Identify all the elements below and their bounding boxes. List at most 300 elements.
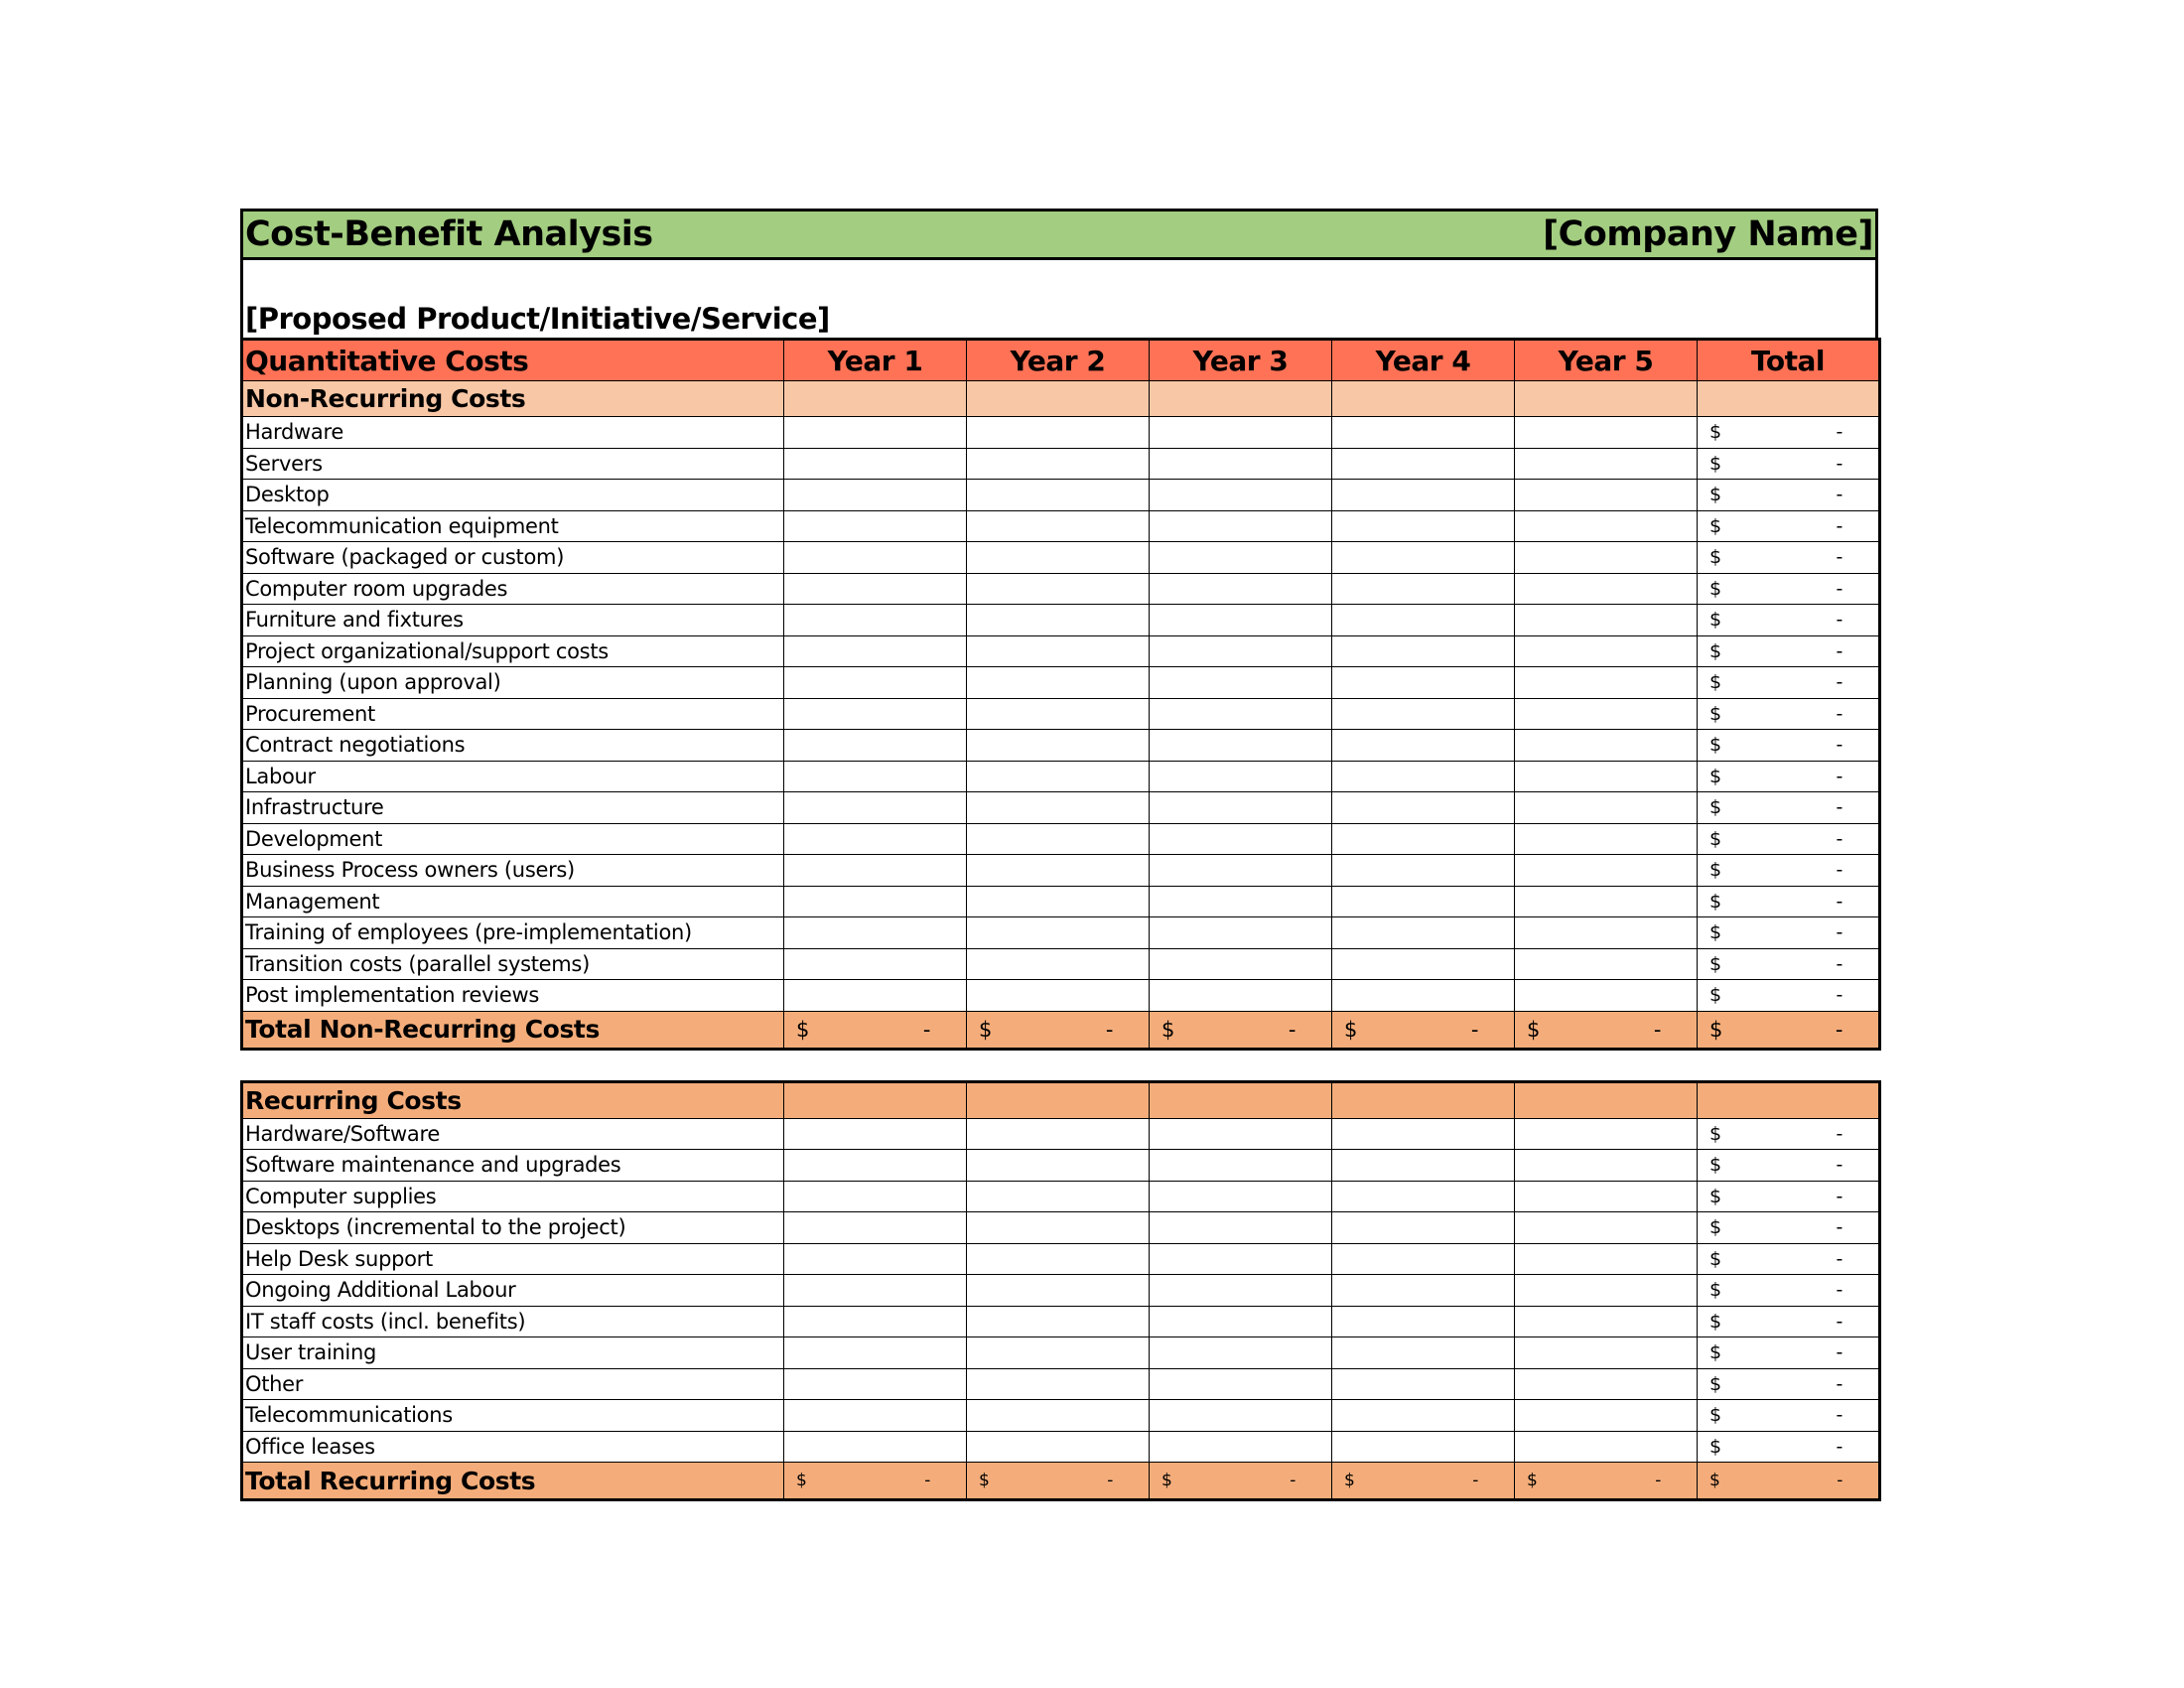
currency-amount: -: [1836, 1216, 1843, 1239]
cost-item-label[interactable]: IT staff costs (incl. benefits): [242, 1306, 784, 1337]
currency-value: [1700, 984, 1876, 1006]
currency-symbol: $: [1709, 639, 1721, 662]
year-5-input-cell[interactable]: [1515, 886, 1698, 917]
year-5-input-cell[interactable]: [1515, 917, 1698, 949]
column-header-year-3[interactable]: Year 3: [1150, 340, 1332, 381]
currency-value: [1700, 1248, 1876, 1270]
year-1-input-cell[interactable]: [784, 1181, 967, 1212]
year-3-input-cell[interactable]: [1150, 1337, 1332, 1369]
row-total-cell[interactable]: [1698, 886, 1880, 917]
year-4-input-cell[interactable]: [1332, 823, 1515, 855]
year-4-input-cell[interactable]: [1332, 1368, 1515, 1400]
cost-item-label[interactable]: Desktops (incremental to the project): [242, 1212, 784, 1244]
year-3-input-cell[interactable]: [1150, 980, 1332, 1012]
cost-item-label[interactable]: Planning (upon approval): [242, 667, 784, 699]
section-heading[interactable]: Non-Recurring Costs: [242, 381, 784, 417]
cost-item-label[interactable]: Management: [242, 886, 784, 917]
cost-item-label[interactable]: Computer room upgrades: [242, 573, 784, 605]
year-4-input-cell[interactable]: [1332, 1431, 1515, 1463]
column-header-year-1[interactable]: Year 1: [784, 340, 967, 381]
row-total-cell[interactable]: [1698, 1212, 1880, 1244]
currency-symbol: $: [1709, 1471, 1720, 1490]
year-4-input-cell[interactable]: [1332, 635, 1515, 667]
year-2-input-cell[interactable]: [967, 635, 1150, 667]
currency-symbol: $: [1527, 1471, 1538, 1490]
row-total-cell[interactable]: [1698, 823, 1880, 855]
row-total-cell[interactable]: [1698, 917, 1880, 949]
year-1-input-cell[interactable]: [784, 1431, 967, 1463]
year-5-input-cell[interactable]: [1515, 823, 1698, 855]
year-2-input-cell[interactable]: [967, 792, 1150, 824]
year-3-input-cell[interactable]: [1150, 1368, 1332, 1400]
year-4-input-cell[interactable]: [1332, 542, 1515, 574]
year-1-input-cell[interactable]: [784, 886, 967, 917]
row-total-cell[interactable]: [1698, 510, 1880, 542]
year-4-input-cell[interactable]: [1332, 1243, 1515, 1275]
row-total-cell[interactable]: [1698, 1400, 1880, 1432]
cost-item-label[interactable]: Contract negotiations: [242, 730, 784, 762]
year-4-input-cell[interactable]: [1332, 698, 1515, 730]
row-total-cell[interactable]: [1698, 573, 1880, 605]
year-1-input-cell[interactable]: [784, 1275, 967, 1307]
year-2-input-cell[interactable]: [967, 1118, 1150, 1150]
year-3-input-cell[interactable]: [1150, 605, 1332, 636]
section-total-row: [242, 1011, 1880, 1049]
year-3-input-cell[interactable]: [1150, 1400, 1332, 1432]
section-heading-cell[interactable]: [1150, 381, 1332, 417]
cost-item-row: [242, 448, 1880, 480]
cost-item-label[interactable]: Servers: [242, 448, 784, 480]
year-4-input-cell[interactable]: [1332, 1306, 1515, 1337]
currency-value: [1700, 1123, 1876, 1145]
row-total-cell[interactable]: [1698, 635, 1880, 667]
year-5-input-cell[interactable]: [1515, 1306, 1698, 1337]
cost-item-label[interactable]: Telecommunications: [242, 1400, 784, 1432]
cost-item-label[interactable]: Post implementation reviews: [242, 980, 784, 1012]
cost-item-row: [242, 1243, 1880, 1275]
year-2-input-cell[interactable]: [967, 510, 1150, 542]
year-1-input-cell[interactable]: [784, 1368, 967, 1400]
cost-item-label[interactable]: Procurement: [242, 698, 784, 730]
year-3-input-cell[interactable]: [1150, 1118, 1332, 1150]
currency-symbol: $: [1709, 1247, 1721, 1270]
year-1-input-cell[interactable]: [784, 635, 967, 667]
currency-amount: -: [1837, 1471, 1843, 1490]
year-5-input-cell[interactable]: [1515, 417, 1698, 449]
currency-value: [969, 1018, 1147, 1042]
row-total-cell[interactable]: [1698, 855, 1880, 887]
year-3-input-cell[interactable]: [1150, 667, 1332, 699]
currency-amount: -: [1105, 1017, 1113, 1042]
year-1-input-cell[interactable]: [784, 980, 967, 1012]
year-3-input-cell[interactable]: [1150, 917, 1332, 949]
currency-symbol: $: [1709, 890, 1721, 913]
year-1-input-cell[interactable]: [784, 667, 967, 699]
cost-item-label[interactable]: Labour: [242, 761, 784, 792]
year-5-input-cell[interactable]: [1515, 542, 1698, 574]
row-total-cell[interactable]: [1698, 1181, 1880, 1212]
cost-item-label[interactable]: Project organizational/support costs: [242, 635, 784, 667]
row-total-cell[interactable]: [1698, 1337, 1880, 1369]
currency-amount: -: [1836, 984, 1843, 1007]
year-4-input-cell[interactable]: [1332, 605, 1515, 636]
year-3-input-cell[interactable]: [1150, 1431, 1332, 1463]
cost-item-label[interactable]: Office leases: [242, 1431, 784, 1463]
year-2-input-cell[interactable]: [967, 1368, 1150, 1400]
year-1-input-cell[interactable]: [784, 823, 967, 855]
currency-amount: -: [1290, 1471, 1296, 1490]
section-heading-cell[interactable]: [967, 381, 1150, 417]
year-4-input-cell[interactable]: [1332, 730, 1515, 762]
year-2-input-cell[interactable]: [967, 667, 1150, 699]
year-1-input-cell[interactable]: [784, 542, 967, 574]
currency-value: [1152, 1018, 1329, 1042]
currency-amount: -: [1836, 890, 1843, 913]
year-2-input-cell[interactable]: [967, 1337, 1150, 1369]
year-3-total-cell[interactable]: [1150, 1011, 1332, 1049]
year-2-input-cell[interactable]: [967, 1243, 1150, 1275]
year-1-input-cell[interactable]: [784, 761, 967, 792]
year-5-input-cell[interactable]: [1515, 480, 1698, 511]
currency-symbol: $: [1709, 984, 1721, 1007]
currency-amount: -: [1107, 1471, 1113, 1490]
year-3-input-cell[interactable]: [1150, 635, 1332, 667]
year-1-input-cell[interactable]: [784, 605, 967, 636]
year-4-total-cell[interactable]: [1332, 1011, 1515, 1049]
year-4-input-cell[interactable]: [1332, 1212, 1515, 1244]
cost-item-label[interactable]: Software (packaged or custom): [242, 542, 784, 574]
year-1-input-cell[interactable]: [784, 448, 967, 480]
year-2-input-cell[interactable]: [967, 542, 1150, 574]
year-2-input-cell[interactable]: [967, 1150, 1150, 1182]
year-4-input-cell[interactable]: [1332, 761, 1515, 792]
row-total-cell[interactable]: [1698, 667, 1880, 699]
year-5-input-cell[interactable]: [1515, 573, 1698, 605]
year-4-input-cell[interactable]: [1332, 480, 1515, 511]
year-3-input-cell[interactable]: [1150, 761, 1332, 792]
year-3-input-cell[interactable]: [1150, 448, 1332, 480]
year-2-input-cell[interactable]: [967, 917, 1150, 949]
year-4-input-cell[interactable]: [1332, 917, 1515, 949]
year-2-input-cell[interactable]: [967, 886, 1150, 917]
year-5-input-cell[interactable]: [1515, 730, 1698, 762]
cost-item-row: [242, 1212, 1880, 1244]
year-4-input-cell[interactable]: [1332, 1150, 1515, 1182]
year-3-input-cell[interactable]: [1150, 948, 1332, 980]
year-5-input-cell[interactable]: [1515, 980, 1698, 1012]
section-heading[interactable]: Recurring Costs: [242, 1081, 784, 1118]
year-5-input-cell[interactable]: [1515, 635, 1698, 667]
grand-total-cell[interactable]: [1698, 1011, 1880, 1049]
year-1-input-cell[interactable]: [784, 948, 967, 980]
column-header-total[interactable]: Total: [1698, 340, 1880, 381]
cost-item-row: [242, 417, 1880, 449]
row-total-cell[interactable]: [1698, 698, 1880, 730]
cost-item-label[interactable]: Business Process owners (users): [242, 855, 784, 887]
section-heading-cell[interactable]: [1515, 1081, 1698, 1118]
section-heading-cell[interactable]: [784, 1081, 967, 1118]
cost-item-row: [242, 1181, 1880, 1212]
section-heading-cell[interactable]: [967, 1081, 1150, 1118]
year-1-input-cell[interactable]: [784, 1212, 967, 1244]
year-4-input-cell[interactable]: [1332, 573, 1515, 605]
column-header-year-5[interactable]: Year 5: [1515, 340, 1698, 381]
year-5-input-cell[interactable]: [1515, 1243, 1698, 1275]
year-5-input-cell[interactable]: [1515, 1431, 1698, 1463]
currency-value: [1700, 1154, 1876, 1176]
year-1-input-cell[interactable]: [784, 1337, 967, 1369]
year-4-input-cell[interactable]: [1332, 1275, 1515, 1307]
year-5-input-cell[interactable]: [1515, 448, 1698, 480]
cost-item-label[interactable]: Development: [242, 823, 784, 855]
year-1-input-cell[interactable]: [784, 1150, 967, 1182]
year-4-input-cell[interactable]: [1332, 980, 1515, 1012]
cost-item-label[interactable]: Hardware/Software: [242, 1118, 784, 1150]
section-total-label[interactable]: Total Recurring Costs: [242, 1463, 784, 1500]
recurring-table: [240, 1080, 1881, 1502]
currency-value: [786, 1018, 964, 1042]
section-heading-cell[interactable]: [1698, 381, 1880, 417]
currency-amount: -: [1836, 609, 1843, 632]
year-2-input-cell[interactable]: [967, 698, 1150, 730]
row-total-cell[interactable]: [1698, 1118, 1880, 1150]
cost-item-row: [242, 980, 1880, 1012]
year-5-input-cell[interactable]: [1515, 698, 1698, 730]
currency-value: [1700, 421, 1876, 443]
year-5-input-cell[interactable]: [1515, 667, 1698, 699]
grand-total-cell[interactable]: [1698, 1463, 1880, 1500]
year-1-input-cell[interactable]: [784, 1243, 967, 1275]
year-5-input-cell[interactable]: [1515, 1275, 1698, 1307]
currency-symbol: $: [1709, 859, 1721, 882]
year-4-input-cell[interactable]: [1332, 1181, 1515, 1212]
year-2-total-cell[interactable]: [967, 1011, 1150, 1049]
year-5-input-cell[interactable]: [1515, 1400, 1698, 1432]
year-2-input-cell[interactable]: [967, 1306, 1150, 1337]
cost-item-label[interactable]: Training of employees (pre-implementation): [242, 917, 784, 949]
year-5-input-cell[interactable]: [1515, 1150, 1698, 1182]
cost-item-label[interactable]: User training: [242, 1337, 784, 1369]
year-2-input-cell[interactable]: [967, 730, 1150, 762]
year-2-input-cell[interactable]: [967, 980, 1150, 1012]
year-2-input-cell[interactable]: [967, 1431, 1150, 1463]
year-3-input-cell[interactable]: [1150, 1275, 1332, 1307]
year-3-input-cell[interactable]: [1150, 1243, 1332, 1275]
year-2-input-cell[interactable]: [967, 480, 1150, 511]
year-2-input-cell[interactable]: [967, 948, 1150, 980]
year-1-input-cell[interactable]: [784, 792, 967, 824]
sheet-title[interactable]: Cost-Benefit Analysis: [245, 214, 653, 254]
year-3-input-cell[interactable]: [1150, 542, 1332, 574]
currency-symbol: $: [979, 1471, 990, 1490]
year-1-input-cell[interactable]: [784, 855, 967, 887]
year-5-input-cell[interactable]: [1515, 761, 1698, 792]
currency-value: [1700, 953, 1876, 975]
year-3-input-cell[interactable]: [1150, 823, 1332, 855]
cost-item-label[interactable]: Desktop: [242, 480, 784, 511]
year-1-input-cell[interactable]: [784, 917, 967, 949]
cost-item-label[interactable]: Furniture and fixtures: [242, 605, 784, 636]
year-2-input-cell[interactable]: [967, 448, 1150, 480]
row-total-cell[interactable]: [1698, 948, 1880, 980]
currency-amount: -: [1836, 546, 1843, 569]
year-2-input-cell[interactable]: [967, 761, 1150, 792]
currency-symbol: $: [1709, 514, 1721, 537]
year-2-input-cell[interactable]: [967, 823, 1150, 855]
row-total-cell[interactable]: [1698, 730, 1880, 762]
section-heading-cell[interactable]: [1515, 381, 1698, 417]
row-total-cell[interactable]: [1698, 792, 1880, 824]
cost-item-label[interactable]: Computer supplies: [242, 1181, 784, 1212]
currency-symbol: $: [1709, 1372, 1721, 1395]
year-4-input-cell[interactable]: [1332, 1337, 1515, 1369]
currency-value: [1700, 1311, 1876, 1333]
section-heading-cell[interactable]: [1332, 1081, 1515, 1118]
year-1-input-cell[interactable]: [784, 1118, 967, 1150]
year-4-input-cell[interactable]: [1332, 1118, 1515, 1150]
year-3-input-cell[interactable]: [1150, 730, 1332, 762]
year-1-input-cell[interactable]: [784, 573, 967, 605]
cost-item-label[interactable]: Telecommunication equipment: [242, 510, 784, 542]
year-3-input-cell[interactable]: [1150, 855, 1332, 887]
subtitle-bar: [240, 260, 1878, 338]
year-4-input-cell[interactable]: [1332, 792, 1515, 824]
year-2-input-cell[interactable]: [967, 1212, 1150, 1244]
currency-value: [1700, 1018, 1876, 1042]
year-3-input-cell[interactable]: [1150, 480, 1332, 511]
currency-symbol: $: [1709, 1435, 1721, 1458]
year-4-input-cell[interactable]: [1332, 667, 1515, 699]
column-header-year-4[interactable]: Year 4: [1332, 340, 1515, 381]
year-5-input-cell[interactable]: [1515, 792, 1698, 824]
cost-item-label[interactable]: Other: [242, 1368, 784, 1400]
currency-amount: -: [1836, 827, 1843, 850]
year-2-input-cell[interactable]: [967, 855, 1150, 887]
year-3-input-cell[interactable]: [1150, 1212, 1332, 1244]
year-5-total-cell[interactable]: [1515, 1011, 1698, 1049]
year-3-input-cell[interactable]: [1150, 573, 1332, 605]
year-3-input-cell[interactable]: [1150, 792, 1332, 824]
cost-item-label[interactable]: Transition costs (parallel systems): [242, 948, 784, 980]
row-total-cell[interactable]: [1698, 1150, 1880, 1182]
year-1-total-cell[interactable]: [784, 1463, 967, 1500]
currency-value: [1700, 921, 1876, 943]
section-heading-cell[interactable]: [1698, 1081, 1880, 1118]
currency-value: [1700, 1186, 1876, 1207]
proposed-initiative[interactable]: [Proposed Product/Initiative/Service]: [245, 302, 830, 336]
row-total-cell[interactable]: [1698, 1275, 1880, 1307]
year-5-input-cell[interactable]: [1515, 1337, 1698, 1369]
year-2-input-cell[interactable]: [967, 605, 1150, 636]
year-3-input-cell[interactable]: [1150, 886, 1332, 917]
year-5-input-cell[interactable]: [1515, 605, 1698, 636]
currency-value: [1517, 1471, 1695, 1490]
currency-value: [1700, 1341, 1876, 1363]
year-1-input-cell[interactable]: [784, 1400, 967, 1432]
row-total-cell[interactable]: [1698, 480, 1880, 511]
company-name[interactable]: [Company Name]: [1543, 214, 1873, 254]
year-4-input-cell[interactable]: [1332, 948, 1515, 980]
cost-item-label[interactable]: Hardware: [242, 417, 784, 449]
year-1-input-cell[interactable]: [784, 730, 967, 762]
cost-item-label[interactable]: Help Desk support: [242, 1243, 784, 1275]
year-2-total-cell[interactable]: [967, 1463, 1150, 1500]
currency-amount: -: [922, 1017, 930, 1042]
year-3-input-cell[interactable]: [1150, 1150, 1332, 1182]
year-1-input-cell[interactable]: [784, 480, 967, 511]
row-total-cell[interactable]: [1698, 605, 1880, 636]
section-heading-cell[interactable]: [784, 381, 967, 417]
row-total-cell[interactable]: [1698, 761, 1880, 792]
year-4-input-cell[interactable]: [1332, 886, 1515, 917]
year-5-input-cell[interactable]: [1515, 1368, 1698, 1400]
year-1-input-cell[interactable]: [784, 417, 967, 449]
row-total-cell[interactable]: [1698, 1368, 1880, 1400]
year-4-input-cell[interactable]: [1332, 855, 1515, 887]
currency-amount: -: [1836, 484, 1843, 506]
year-2-input-cell[interactable]: [967, 1181, 1150, 1212]
column-header-label[interactable]: Quantitative Costs: [242, 340, 784, 381]
year-2-input-cell[interactable]: [967, 573, 1150, 605]
year-5-input-cell[interactable]: [1515, 1118, 1698, 1150]
year-4-input-cell[interactable]: [1332, 510, 1515, 542]
currency-value: [1700, 609, 1876, 631]
currency-value: [1700, 1279, 1876, 1301]
year-4-input-cell[interactable]: [1332, 417, 1515, 449]
row-total-cell[interactable]: [1698, 1243, 1880, 1275]
year-3-input-cell[interactable]: [1150, 1181, 1332, 1212]
year-5-total-cell[interactable]: [1515, 1463, 1698, 1500]
row-total-cell[interactable]: [1698, 980, 1880, 1012]
year-4-input-cell[interactable]: [1332, 1400, 1515, 1432]
year-1-input-cell[interactable]: [784, 510, 967, 542]
cost-item-label[interactable]: Infrastructure: [242, 792, 784, 824]
year-2-input-cell[interactable]: [967, 1275, 1150, 1307]
cost-item-label[interactable]: Software maintenance and upgrades: [242, 1150, 784, 1182]
cost-item-row: [242, 730, 1880, 762]
column-header-year-2[interactable]: Year 2: [967, 340, 1150, 381]
year-3-input-cell[interactable]: [1150, 1306, 1332, 1337]
year-5-input-cell[interactable]: [1515, 510, 1698, 542]
cost-item-label[interactable]: Ongoing Additional Labour: [242, 1275, 784, 1307]
year-5-input-cell[interactable]: [1515, 855, 1698, 887]
currency-value: [1700, 484, 1876, 505]
year-1-input-cell[interactable]: [784, 698, 967, 730]
year-5-input-cell[interactable]: [1515, 1212, 1698, 1244]
currency-value: [1700, 453, 1876, 475]
year-3-input-cell[interactable]: [1150, 417, 1332, 449]
year-3-input-cell[interactable]: [1150, 510, 1332, 542]
row-total-cell[interactable]: [1698, 448, 1880, 480]
year-4-input-cell[interactable]: [1332, 448, 1515, 480]
year-5-input-cell[interactable]: [1515, 948, 1698, 980]
year-2-input-cell[interactable]: [967, 1400, 1150, 1432]
section-heading-cell[interactable]: [1332, 381, 1515, 417]
section-heading-cell[interactable]: [1150, 1081, 1332, 1118]
year-5-input-cell[interactable]: [1515, 1181, 1698, 1212]
row-total-cell[interactable]: [1698, 1431, 1880, 1463]
year-4-total-cell[interactable]: [1332, 1463, 1515, 1500]
row-total-cell[interactable]: [1698, 1306, 1880, 1337]
year-3-input-cell[interactable]: [1150, 698, 1332, 730]
year-3-total-cell[interactable]: [1150, 1463, 1332, 1500]
year-1-total-cell[interactable]: [784, 1011, 967, 1049]
row-total-cell[interactable]: [1698, 542, 1880, 574]
year-1-input-cell[interactable]: [784, 1306, 967, 1337]
year-2-input-cell[interactable]: [967, 417, 1150, 449]
row-total-cell[interactable]: [1698, 417, 1880, 449]
section-total-label[interactable]: Total Non-Recurring Costs: [242, 1011, 784, 1049]
